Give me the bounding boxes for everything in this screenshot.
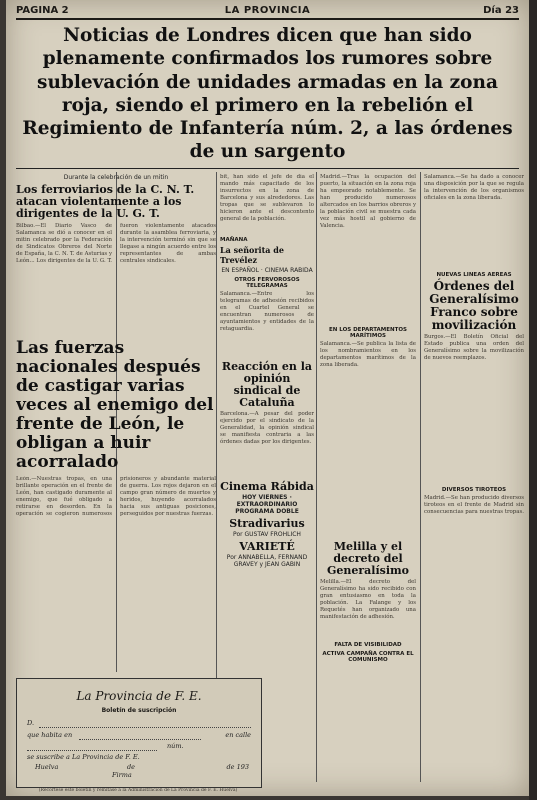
form-subscribe-line: se suscribe a La Provincia de F. E. <box>27 753 140 761</box>
film-title-variete: VARIETÉ <box>239 540 295 553</box>
form-signature-label: Firma <box>112 771 132 779</box>
form-label-name: D. <box>27 719 35 727</box>
article-body-ordenes-franco: Burgos.—El Boletín Oficial del Estado publica una orden del Generalísimo sobre la movilización de nuevos reemplazos. <box>424 334 524 361</box>
box-body: Salamanca.—Entre los telegramas de adhesión recibidos en el Cuartel General se encuentran numerosos de ayuntamientos y entidades de la retaguardia. <box>220 291 314 332</box>
form-title: La Provincia de F. E. <box>76 689 202 703</box>
column-rule <box>420 172 421 782</box>
article-body-fuerzas-nacionales: León.—Nuestras tropas, en una brillante operación en el frente de León, han castigado duramente al enemigo, que fué obligado a retirarse en desorden. En la operación se cogieron numerosos prisioneros y abundante material de guerra. Los rojos dejaron en el campo gran número de muertos y heridos, huyendo acorralados hacia sus antiguas posiciones, perseguidos por nuestras fuerzas. <box>16 476 216 517</box>
article-body-ferroviarios: Bilbao.—El Diario Vasco de Salamanca se dió a conocer en el mitin celebrado por la Federación de Sindicatos Obreros del Norte de España, la C. N. T. de Asturias y León... Los dirigentes de la U. G. T. fueron violentamente atacados durante la asamblea ferroviaria, y la intervención terminó sin que se llegase a ningún acuerdo entre los representantes de ambas centrales sindicales. <box>16 223 216 264</box>
subscription-form <box>16 678 262 788</box>
ad-caption: MAÑANA <box>220 237 248 243</box>
article-column-3 <box>320 174 416 784</box>
article-body-tiroteos: Madrid.—Se han producido diversos tiroteos en el frente de Madrid sin consecuencias para nuestras tropas. <box>424 495 524 515</box>
article-kicker: Durante la celebración de un mitin <box>63 174 169 181</box>
article-body-continuation: bit, han sido el jefe de día el mando más capacitado de los insurrectos en la zona de Barcelona y sus alrededores. Las tropas que se sublevaron lo hicieron ante el descontento general de la población. <box>220 174 314 222</box>
ad-subtitle: EN ESPAÑOL · CINEMA RABIDA <box>221 267 313 274</box>
form-date-year: de 193 <box>226 763 249 771</box>
form-label-street: en calle <box>225 731 251 739</box>
issue-date: Día 23 <box>483 5 519 16</box>
caption-lineas-aereas: NUEVAS LINEAS AEREAS <box>436 272 512 278</box>
article-title-fuerzas-nacionales: Las fuerzas nacionales después de castigar varias veces al enemigo del frente de León, le obligan a huir acorralado <box>16 338 214 472</box>
caption-comunismo: ACTIVA CAMPAÑA CONTRA EL COMUNISMO <box>322 651 414 663</box>
headline-divider <box>16 168 519 169</box>
form-field-name[interactable] <box>39 727 251 728</box>
article-column-1 <box>16 174 216 674</box>
article-title-ferroviarios: Los ferroviarios de la C. N. T. atacan violentamente a los dirigentes de la U. G. T. <box>16 183 195 220</box>
column-rule <box>316 172 317 782</box>
film-credit-variete: Por ANNABELLA, FERNAND GRAVEY y JEAN GABIN <box>226 554 308 568</box>
main-headline: Noticias de Londres dicen que han sido plenamente confirmados los rumores sobre sublevación de unidades armadas en la zona roja, siendo el primero en la rebelión el Regimiento de Infantería núm. 2, a las órdenes de un sargento <box>22 25 513 163</box>
article-body-melilla: Melilla.—El decreto del Generalísimo ha sido recibido con gran entusiasmo en toda la población. La Falange y los Requetés han organizado una manifestación de adhesión. <box>320 579 416 620</box>
form-subtitle: Boletín de suscripción <box>101 707 177 714</box>
box-caption: OTROS FERVOROSOS TELEGRAMAS <box>234 277 300 289</box>
film-title-stradivarius: Stradivarius <box>229 517 305 530</box>
form-city: Huelva <box>35 763 59 771</box>
page-number: PAGINA 2 <box>16 5 69 16</box>
form-label-address: que habita en <box>27 731 73 739</box>
article-body-reaccion: Barcelona.—A pesar del poder ejercido por el sindicato de la Generalidad, la opinión sindical se manifiesta contraria a las órdenes dadas por los dirigentes. <box>220 411 314 445</box>
section-caption-maritimos: EN LOS DEPARTAMENTOS MARÍTIMOS <box>328 327 408 339</box>
form-label-number: núm. <box>167 742 184 750</box>
newspaper-page <box>6 0 529 796</box>
article-title-reaccion: Reacción en la opinión sindical de Cataluña <box>221 360 313 409</box>
caption-tiroteos: DIVERSOS TIROTEOS <box>441 487 507 493</box>
article-body-madrid: Madrid.—Tras la ocupación del puerto, la situación en la zona roja ha empeorado notablemente. Se han producido numerosos altercados en los barrios obreros y la población civil se muestra cada vez más hostil al gobierno de Valencia. <box>320 174 416 229</box>
form-field-address[interactable] <box>79 739 201 740</box>
ad-title-trevelez: La señorita de Trevélez <box>220 245 284 265</box>
page-folio <box>16 4 519 20</box>
film-credit: Por GUSTAV FROHLICH <box>233 531 301 538</box>
article-body-salamanca: Salamanca.—Se ha dado a conocer una disposición por la que se regula la intervención de los organismos oficiales en la zona liberada. <box>424 174 524 201</box>
form-date-de: de <box>127 763 136 771</box>
article-title-ordenes-franco: Órdenes del Generalísimo Franco sobre movilización <box>429 279 519 332</box>
caption-visibilidad: FALTA DE VISIBILIDAD <box>334 642 402 648</box>
cinema-title: Cinema Rábida <box>220 480 314 493</box>
form-field-street[interactable] <box>27 750 157 751</box>
publication-name: LA PROVINCIA <box>224 5 311 16</box>
cinema-program: HOY VIERNES · EXTRAORDINARIO PROGRAMA DOBLE <box>235 494 299 515</box>
form-note: (Recórtese este boletín y remítase a la Administración de La Provincia de F. E. Huelva) <box>38 788 238 793</box>
article-body-maritimos: Salamanca.—Se publica la lista de los nombramientos en los departamentos marítimos de la zona liberada. <box>320 341 416 368</box>
article-title-melilla: Melilla y el decreto del Generalísimo <box>326 540 410 577</box>
page-edge <box>529 0 537 800</box>
article-column-5 <box>424 174 524 784</box>
